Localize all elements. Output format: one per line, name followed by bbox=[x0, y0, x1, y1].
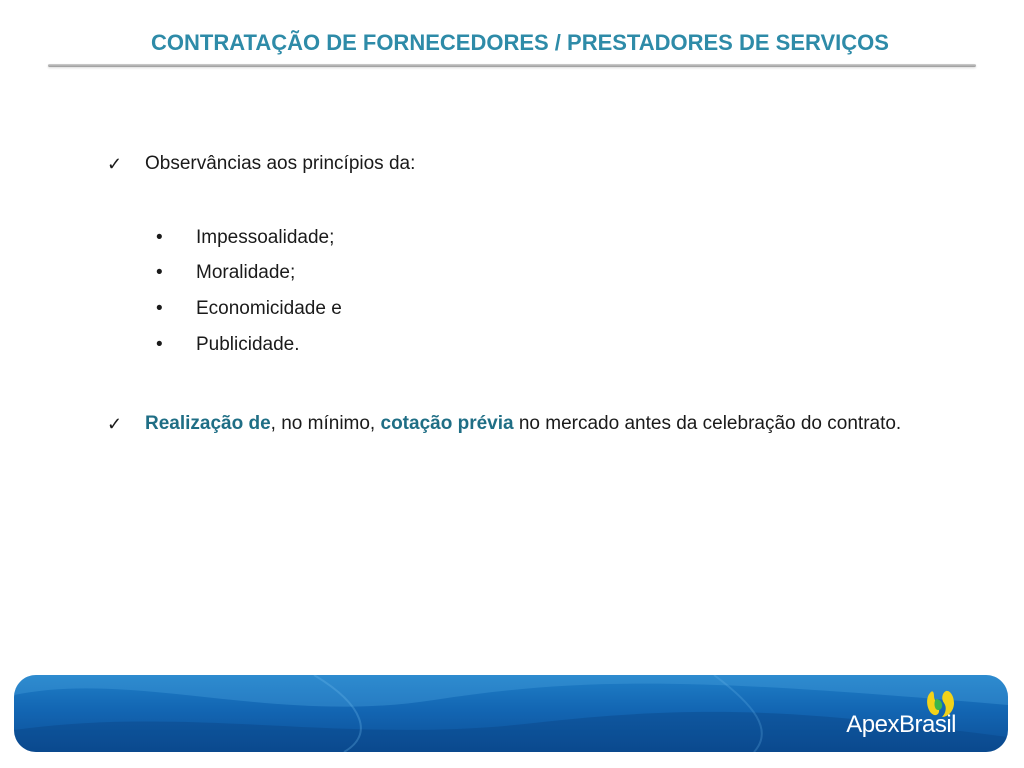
list-item-text: Publicidade. bbox=[196, 334, 300, 355]
list-item bbox=[156, 332, 756, 358]
list-item bbox=[156, 260, 756, 286]
apexbrasil-logo bbox=[838, 683, 958, 747]
list-item-text: Moralidade; bbox=[196, 262, 296, 283]
body-text: no mercado antes da celebração do contrato. bbox=[513, 413, 902, 434]
bullet-icon: • bbox=[156, 227, 163, 248]
emphasis-text: Realização de bbox=[145, 413, 271, 434]
check-item-quotation bbox=[107, 411, 947, 437]
bullet-icon: • bbox=[156, 262, 163, 283]
list-item bbox=[156, 296, 756, 322]
bullet-icon: • bbox=[156, 298, 163, 319]
footer-banner bbox=[14, 675, 1008, 752]
list-item-text: Economicidade e bbox=[196, 298, 342, 319]
body-text: , no mínimo, bbox=[270, 413, 381, 434]
list-item bbox=[156, 225, 756, 251]
bullet-icon: • bbox=[156, 334, 163, 355]
check-item-principles bbox=[107, 151, 947, 177]
checkmark-icon: ✓ bbox=[107, 414, 123, 434]
check-item-text bbox=[145, 411, 947, 437]
checkmark-icon: ✓ bbox=[107, 154, 123, 174]
emphasis-text: cotação prévia bbox=[380, 413, 514, 434]
apexbrasil-logo-text: ApexBrasil bbox=[846, 711, 956, 738]
check-item-text: Observâncias aos princípios da: bbox=[145, 153, 416, 174]
slide-title: CONTRATAÇÃO DE FORNECEDORES / PRESTADORES DE SERVIÇOS bbox=[151, 30, 889, 55]
list-item-text: Impessoalidade; bbox=[196, 227, 335, 248]
